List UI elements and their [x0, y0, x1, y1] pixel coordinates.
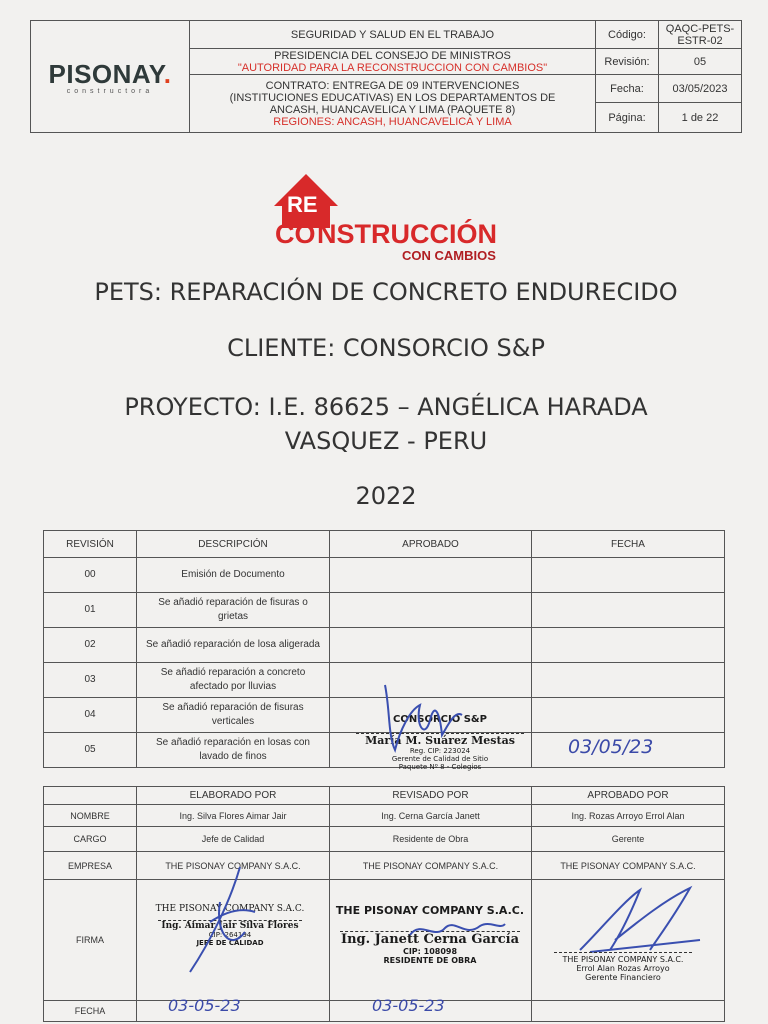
codigo-label: Código:	[596, 21, 659, 49]
elaborado-signature	[170, 862, 270, 982]
codigo-value: QAQC-PETS- ESTR-02	[659, 21, 742, 49]
pets-title: PETS: REPARACIÓN DE CONCRETO ENDURECIDO	[94, 278, 678, 306]
logo-subtitle: constructora	[66, 87, 154, 95]
header-title: SEGURIDAD Y SALUD EN EL TRABAJO	[190, 21, 596, 49]
col-elaborado: ELABORADO POR	[137, 787, 330, 805]
col-aprobado: APROBADO	[330, 531, 532, 558]
aprobado-stamp: THE PISONAY COMPANY S.A.C. Errol Alan Rozas Arroyo Gerente Financiero	[548, 952, 698, 982]
table-row: 02 Se añadió reparación de losa aligerada	[44, 628, 725, 663]
revisado-signature	[400, 910, 510, 950]
logo-wordmark: PISONAY.	[48, 58, 172, 89]
elaborado-stamp: THE PISONAY COMPANY S.A.C. Ing. Aimar Jair Silva Flores CIP: 264194 JEFE DE CALIDAD	[155, 904, 305, 947]
fecha-label: Fecha:	[596, 75, 659, 103]
reconstruccion-logo	[272, 168, 512, 264]
revision-label: Revisión:	[596, 49, 659, 75]
row-cargo: CARGO Jefe de Calidad Residente de Obra Gerente	[44, 827, 725, 852]
row-empresa: EMPRESA THE PISONAY COMPANY S.A.C. THE PISONAY COMPANY S.A.C. THE PISONAY COMPANY S.A.C.	[44, 852, 725, 880]
document-header	[30, 20, 742, 133]
col-aprobado-por: APROBADO POR	[532, 787, 725, 805]
logo-co-text: CO	[275, 219, 316, 249]
header-contract: CONTRATO: ENTREGA DE 09 INTERVENCIONES (INSTITUCIONES EDUCATIVAS) EN LOS DEPARTAMENTOS DE ANCASH, HUANCAVELICA Y LIMA (PAQUETE 8) REGIONES: ANCASH, HUANCAVELICA Y LIMA	[190, 75, 596, 133]
revision-value: 05	[659, 49, 742, 75]
fecha-value: 03/05/2023	[659, 75, 742, 103]
project-title: PROYECTO: I.E. 86625 – ANGÉLICA HARADA VASQUEZ - PERU	[124, 393, 648, 455]
row-nombre: NOMBRE Ing. Silva Flores Aimar Jair Ing. Cerna García Janett Ing. Rozas Arroyo Errol Alan	[44, 805, 725, 827]
logo-re-text: RE	[287, 192, 318, 217]
revisado-stamp: THE PISONAY COMPANY S.A.C. Ing. Janett Cerna García CIP: 108098 RESIDENTE DE OBRA	[335, 904, 525, 965]
table-row: 01 Se añadió reparación de fisuras o grietas	[44, 593, 725, 628]
row-fecha: FECHA	[44, 1001, 725, 1022]
revisado-date-handwritten: 03-05-23	[372, 996, 445, 1015]
approval-stamp: CONSORCIO S&P María M. Suárez Mestas Reg. CIP: 223024 Gerente de Calidad de Sitio Paquete Nº 8 - Colegios	[350, 714, 530, 771]
row-firma: FIRMA	[44, 880, 725, 1001]
elaborado-date-handwritten: 03-05-23	[168, 996, 241, 1015]
col-revision: REVISIÓN	[44, 531, 137, 558]
col-descripcion: DESCRIPCIÓN	[137, 531, 330, 558]
year-title: 2022	[355, 482, 417, 510]
approval-signature	[370, 680, 470, 760]
table-row: 05 Se añadió reparación en losas con lavado de finos	[44, 733, 725, 768]
table-row: 03 Se añadió reparación a concreto afectado por lluvias	[44, 663, 725, 698]
table-row: 04 Se añadió reparación de fisuras verticales	[44, 698, 725, 733]
client-title: CLIENTE: CONSORCIO S&P	[227, 334, 545, 362]
logo-con-cambios-text: CON CAMBIOS	[402, 248, 496, 263]
table-row: 00 Emisión de Documento	[44, 558, 725, 593]
approval-date-handwritten: 03/05/23	[568, 736, 654, 758]
logo-nstruccion-text: NSTRUCCIÓN	[317, 219, 497, 249]
pagina-label: Página:	[596, 103, 659, 133]
col-revisado: REVISADO POR	[330, 787, 532, 805]
pagina-value: 1 de 22	[659, 103, 742, 133]
col-fecha: FECHA	[532, 531, 725, 558]
company-logo	[31, 21, 190, 133]
header-entity: PRESIDENCIA DEL CONSEJO DE MINISTROS "AUTORIDAD PARA LA RECONSTRUCCION CON CAMBIOS"	[190, 49, 596, 75]
aprobado-signature	[570, 880, 710, 960]
